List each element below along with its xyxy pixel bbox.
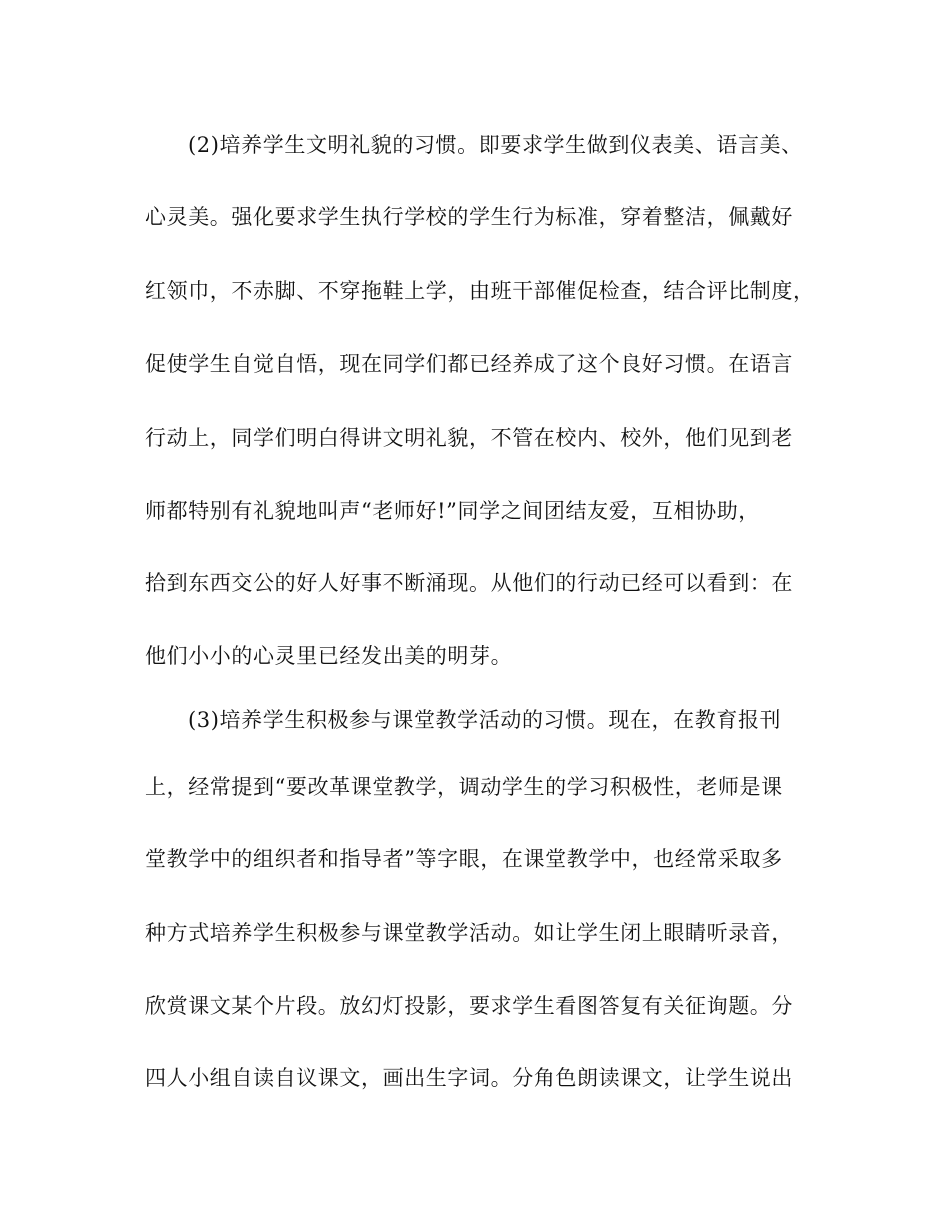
paragraph-3-line-1: (3)培养学生积极参与课堂教学活动的习惯。现在，在教育报刊 bbox=[188, 708, 782, 732]
paragraph-3-line-6: 四人小组自读自议课文，画出生字词。分角色朗读课文，让学生说出 bbox=[145, 1066, 793, 1090]
paragraph-2-line-7: 拾到东西交公的好人好事不断涌现。从他们的行动已经可以看到：在 bbox=[145, 571, 793, 595]
paragraph-2-line-5: 行动上，同学们明白得讲文明礼貌，不管在校内、校外，他们见到老 bbox=[145, 426, 793, 450]
paragraph-3-line-3: 堂教学中的组织者和指导者”等字眼，在课堂教学中，也经常采取多 bbox=[145, 847, 783, 871]
paragraph-2-line-2: 心灵美。强化要求学生执行学校的学生行为标准，穿着整洁，佩戴好 bbox=[145, 205, 793, 229]
paragraph-2-line-3: 红领巾，不赤脚、不穿拖鞋上学，由班干部催促检查，结合评比制度， bbox=[145, 279, 815, 303]
paragraph-2-line-1: (2)培养学生文明礼貌的习惯。即要求学生做到仪表美、语言美、 bbox=[188, 133, 803, 157]
paragraph-2-line-6: 师都特别有礼貌地叫声“老师好!”同学之间团结友爱，互相协助， bbox=[145, 499, 760, 523]
paragraph-2-line-8: 他们小小的心灵里已经发出美的明芽。 bbox=[145, 644, 513, 668]
paragraph-3-line-2: 上，经常提到“要改革课堂教学，调动学生的学习积极性，老师是课 bbox=[145, 775, 783, 799]
paragraph-3-line-5: 欣赏课文某个片段。放幻灯投影，要求学生看图答复有关征询题。分 bbox=[145, 994, 793, 1018]
paragraph-3-line-4: 种方式培养学生积极参与课堂教学活动。如让学生闭上眼睛听录音， bbox=[145, 921, 793, 945]
paragraph-2-line-4: 促使学生自觉自悟，现在同学们都已经养成了这个良好习惯。在语言 bbox=[145, 352, 793, 376]
